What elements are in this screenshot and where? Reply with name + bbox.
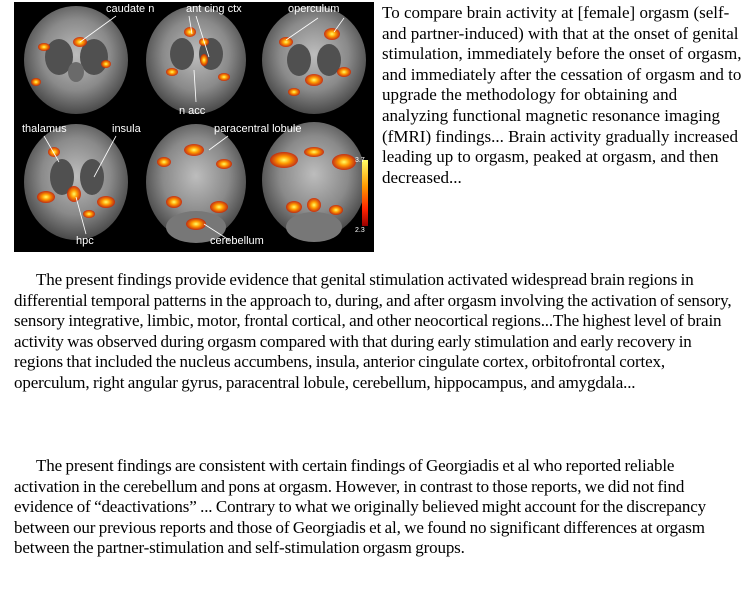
comparison-paragraph: The present findings are consistent with certain findings of Georgiadis et al who reported reliable activation in the cerebellum and pons at orgasm. However, in contrast to those reports, we did not find evidence of “deactivations” ... Contrary to what we originally believed might account for the discrepancy between our previous reports and those of Georgiadis et al, we found no significant differences at orgasm between the partner-stimulation and self-stimulation orgasm groups. — [14, 456, 706, 558]
label-thalamus: thalamus — [22, 123, 67, 135]
brain-slice-1 — [24, 6, 128, 114]
color-scale-bar — [362, 160, 368, 226]
label-cerebellum: cerebellum — [210, 235, 264, 247]
brain-fmri-figure — [14, 2, 374, 252]
brain-slice-3 — [262, 3, 366, 114]
brain-slice-6 — [262, 122, 366, 242]
label-paracentral: paracentral lobule — [214, 123, 302, 135]
brain-slices-image — [14, 2, 374, 252]
scale-min-label: 2.3 — [355, 227, 365, 234]
label-operculum: operculum — [288, 3, 340, 15]
label-ant-cing: ant cing ctx — [186, 3, 242, 15]
findings-paragraph: The present findings provide evidence that genital stimulation activated widespread brain regions in differential temporal patterns in the approach to, during, and after orgasm involving the activation of sensory, sensory integrative, limbic, motor, frontal cortical, and other neocortical regions...The highest level of brain activity was observed during orgasm compared with that during early stimulation and early recovery in regions that included the nucleus accumbens, insula, anterior cingulate cortex, orbitofrontal cortex, operculum, right angular gyrus, paracentral lobule, cerebellum, hippocampus, and amygdala... — [14, 270, 732, 392]
intro-text: To compare brain activity at [female] orgasm (self- and partner-induced) with that at the onset of genital stimulation, immediately before the onset of orgasm, and immediately after the cessation of orgasm and to upgrade the methodology for obtaining and analyzing functional magnetic resonance imaging (fMRI) findings... Brain activity gradually increased leading up to orgasm, peaked at orgasm, and then decreased... — [382, 3, 742, 187]
label-caudate: caudate n — [106, 3, 155, 15]
label-hpc: hpc — [76, 235, 94, 247]
label-n-acc: n acc — [179, 105, 206, 117]
brain-slice-4 — [24, 124, 128, 240]
scale-max-label: 3.7 — [355, 157, 365, 164]
label-insula: insula — [112, 123, 141, 135]
